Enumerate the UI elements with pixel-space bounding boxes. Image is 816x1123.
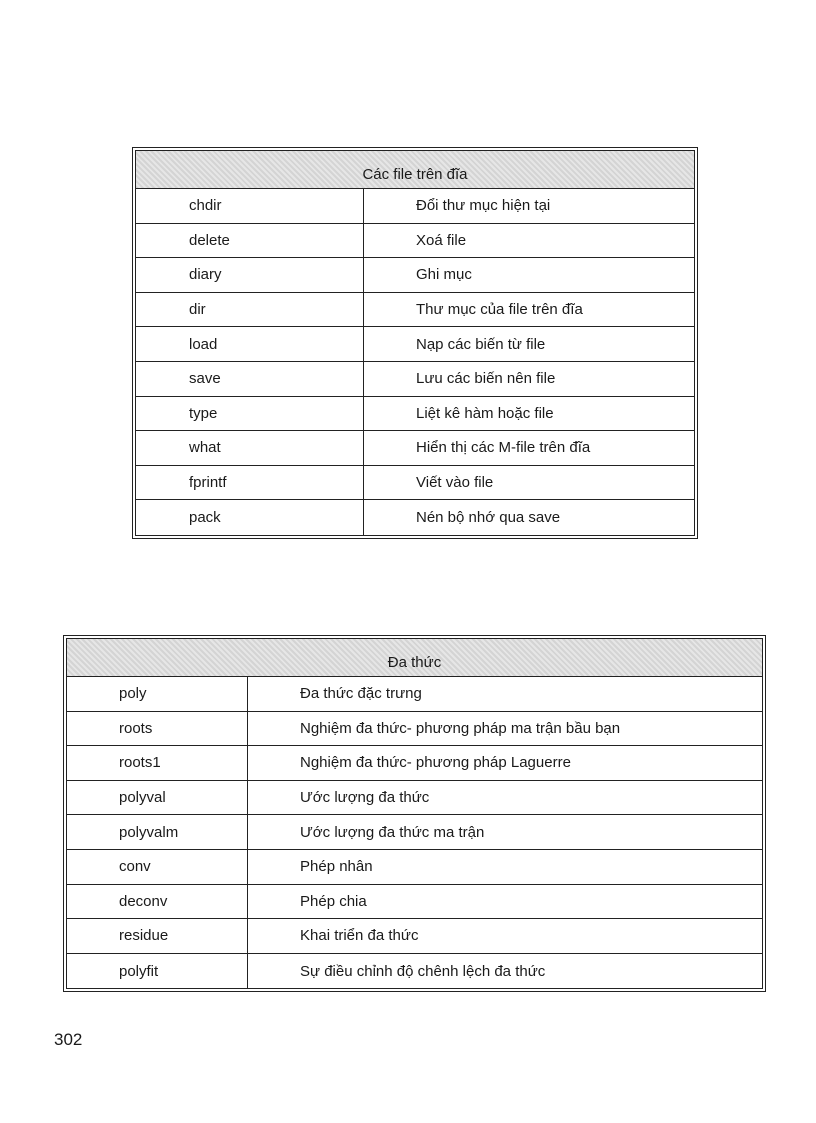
command-cell: roots — [67, 712, 248, 746]
table-row — [136, 327, 694, 362]
table-row — [67, 781, 762, 816]
command-cell: load — [136, 327, 364, 361]
command-cell: polyval — [67, 781, 248, 815]
command-cell: dir — [136, 293, 364, 327]
description-cell: Viết vào file — [416, 474, 494, 492]
command-cell: poly — [67, 677, 248, 711]
command-cell: residue — [67, 919, 248, 953]
description-cell: Nghiệm đa thức- phương pháp Laguerre — [300, 754, 571, 772]
polynomial-table-header: Đa thức — [67, 639, 762, 677]
disk-files-table — [135, 150, 695, 536]
table-row — [67, 954, 762, 989]
table-row — [136, 224, 694, 259]
description-cell: Đa thức đặc trưng — [300, 685, 422, 703]
description-cell: Liệt kê hàm hoặc file — [416, 404, 554, 422]
table-row — [136, 466, 694, 501]
description-cell: Xoá file — [416, 231, 467, 249]
command-cell: save — [136, 362, 364, 396]
description-cell: Ước lượng đa thức ma trận — [300, 823, 485, 841]
description-cell: Phép chia — [300, 892, 367, 910]
table-row — [67, 712, 762, 747]
description-cell: Khai triển đa thức — [300, 927, 419, 945]
table-row — [136, 362, 694, 397]
command-cell: diary — [136, 258, 364, 292]
description-cell: Ước lượng đa thức — [300, 789, 430, 807]
table-row — [67, 677, 762, 712]
table-row — [136, 293, 694, 328]
table-row — [67, 850, 762, 885]
description-cell: Hiển thị các M-file trên đĩa — [416, 439, 591, 457]
command-cell: conv — [67, 850, 248, 884]
description-cell: Nạp các biến từ file — [416, 335, 546, 353]
table-row — [136, 189, 694, 224]
table-row — [67, 746, 762, 781]
table-row — [67, 815, 762, 850]
command-cell: deconv — [67, 885, 248, 919]
description-cell: Ghi mục — [416, 266, 472, 284]
command-cell: polyvalm — [67, 815, 248, 849]
command-cell: fprintf — [136, 466, 364, 500]
page-number: 302 — [54, 1030, 83, 1049]
description-cell: Thư mục của file trên đĩa — [416, 301, 583, 319]
table-row — [136, 258, 694, 293]
polynomial-table — [66, 638, 763, 989]
disk-files-table-header: Các file trên đĩa — [136, 151, 694, 189]
command-cell: type — [136, 397, 364, 431]
description-cell: Phép nhân — [300, 858, 373, 876]
command-cell: roots1 — [67, 746, 248, 780]
description-cell: Đổi thư mục hiện tại — [416, 197, 551, 215]
command-cell: polyfit — [67, 954, 248, 989]
table-row — [67, 885, 762, 920]
table-row — [136, 500, 694, 535]
command-cell: pack — [136, 500, 364, 535]
description-cell: Sự điều chỉnh độ chênh lệch đa thức — [300, 962, 546, 980]
command-cell: what — [136, 431, 364, 465]
description-cell: Lưu các biến nên file — [416, 370, 556, 388]
table-row — [136, 397, 694, 432]
table-row — [136, 431, 694, 466]
table-row — [67, 919, 762, 954]
description-cell: Nghiệm đa thức- phương pháp ma trận bầu bạn — [300, 719, 621, 737]
description-cell: Nén bộ nhớ qua save — [416, 509, 561, 527]
command-cell: chdir — [136, 189, 364, 223]
command-cell: delete — [136, 224, 364, 258]
